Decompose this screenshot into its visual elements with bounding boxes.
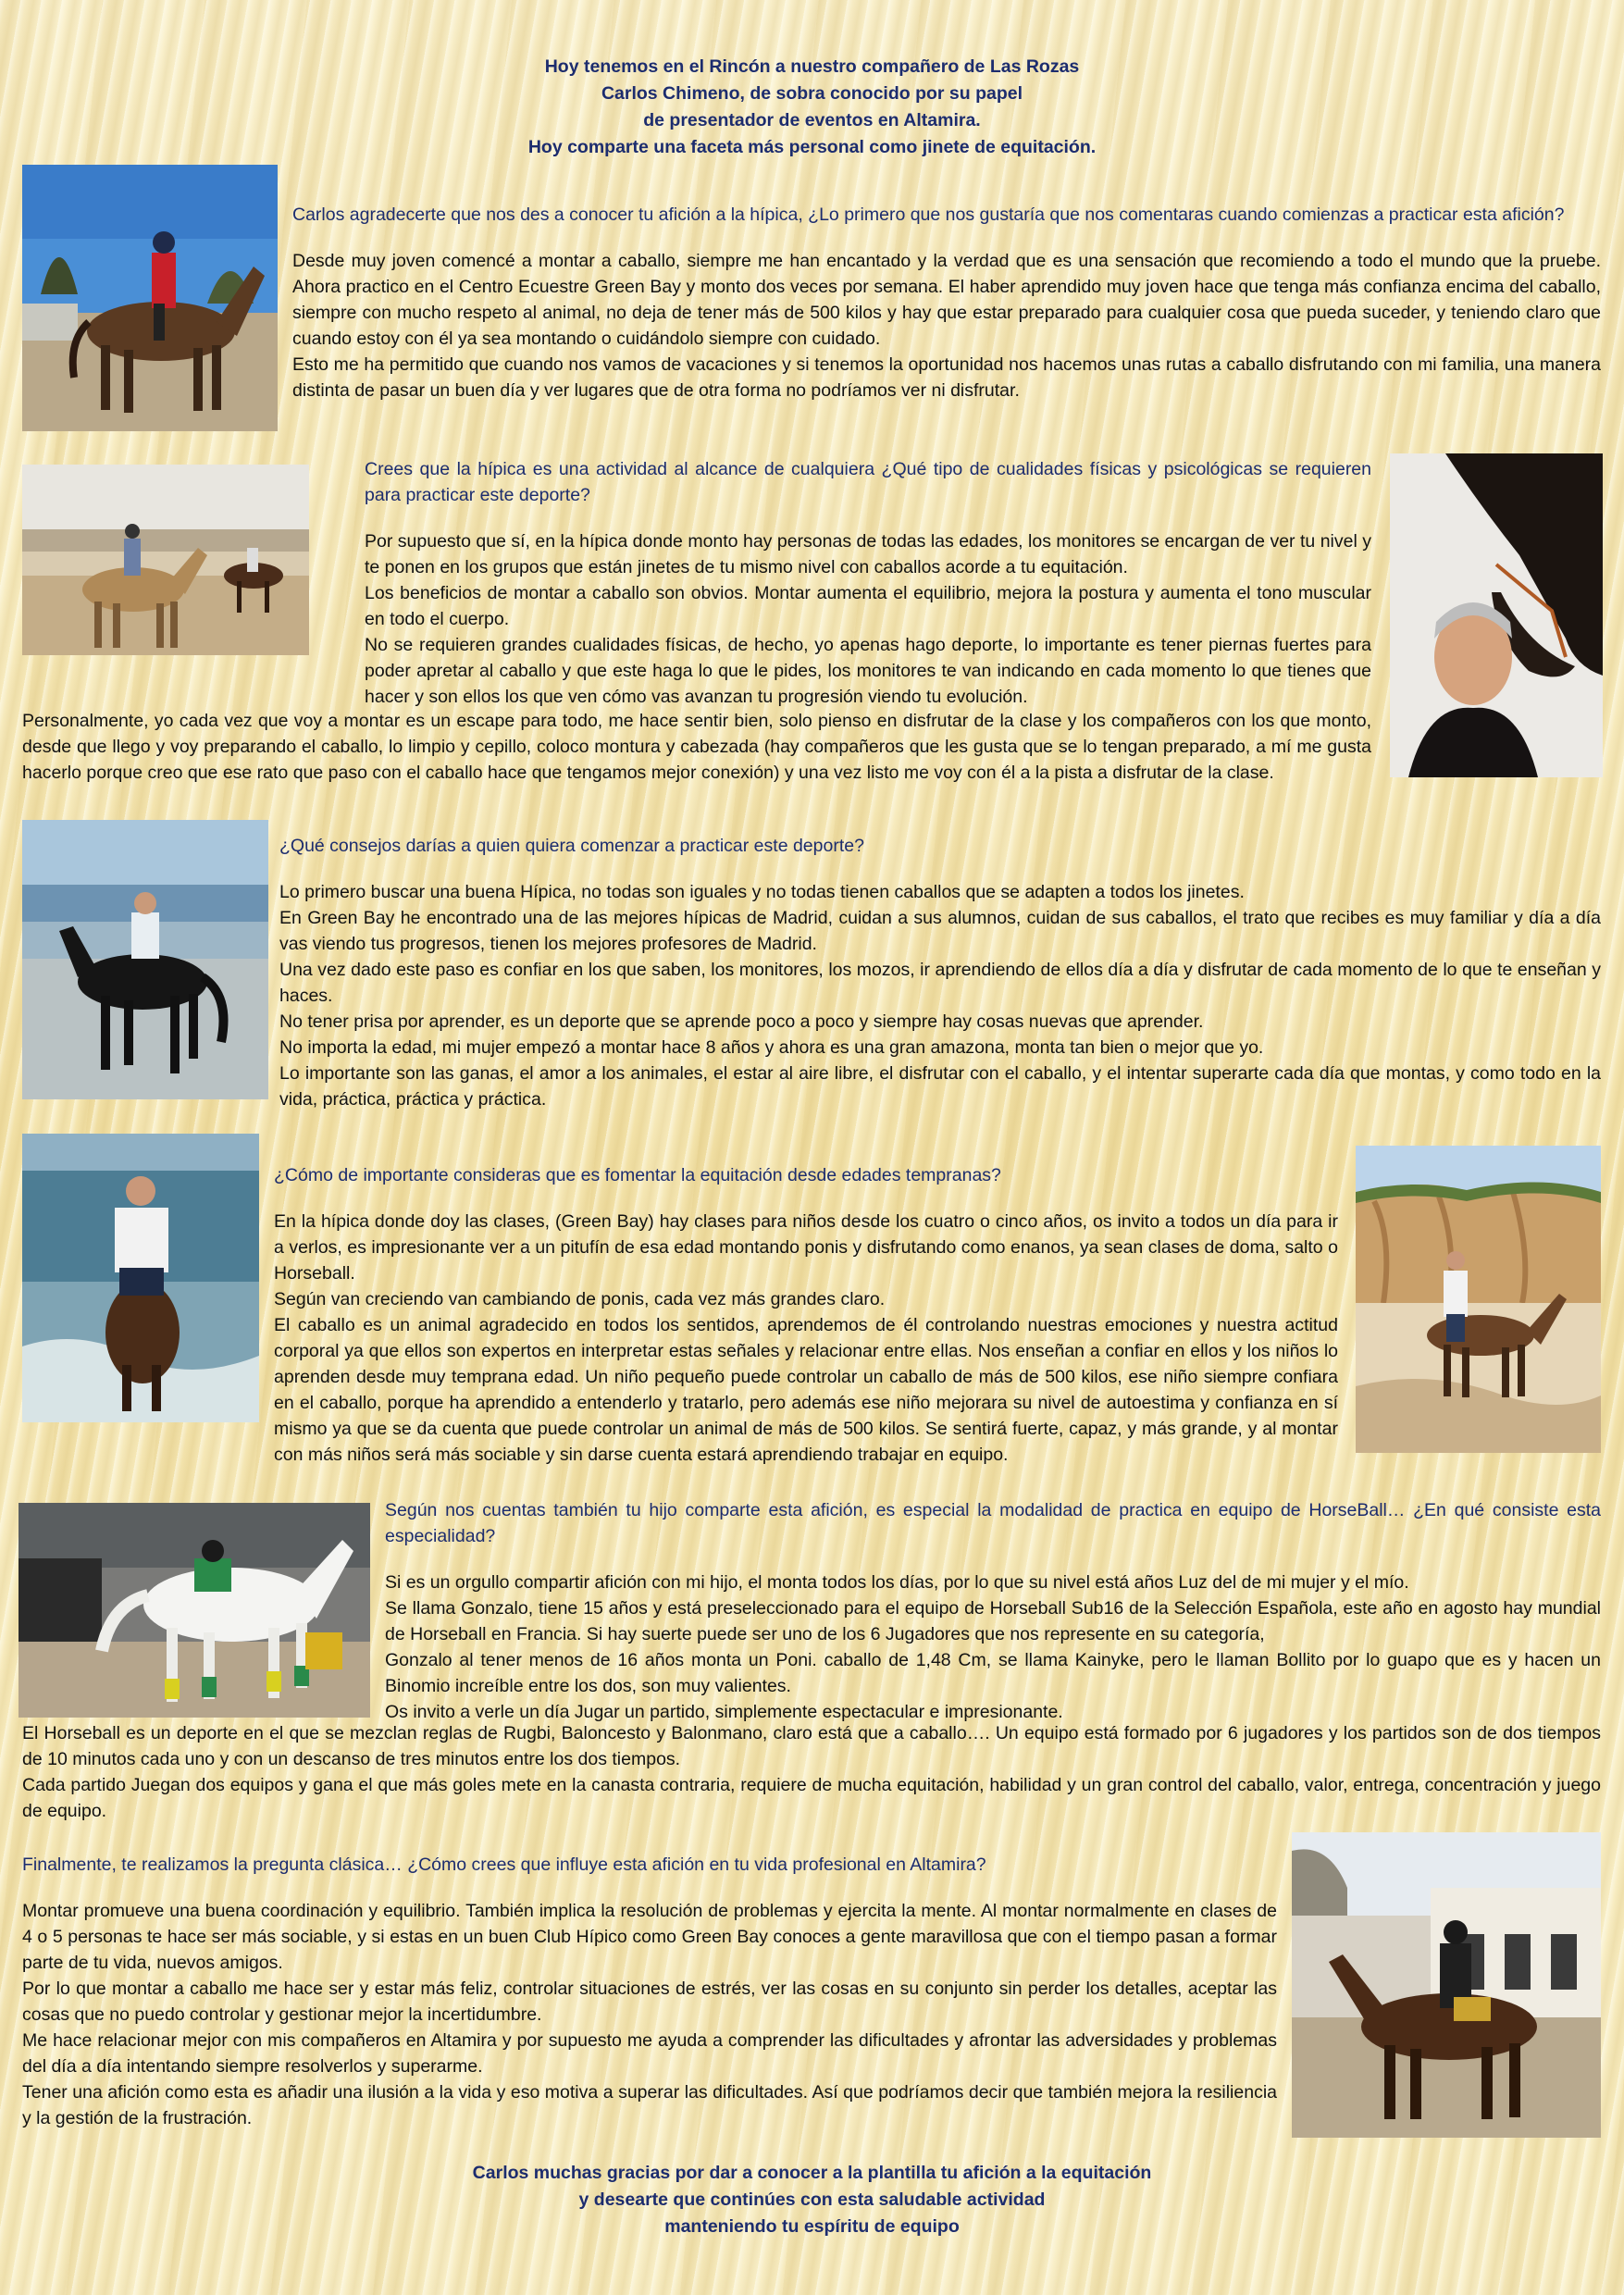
photo-horseball-action (19, 1503, 370, 1718)
answer-5-p3: Gonzalo al tener menos de 16 años monta un Poni. caballo de 1,48 Cm, se llama Kainyke, pero le llaman Bollito por lo guapo que es y hacen un Binomio increíble entre los dos, son muy valientes. (385, 1650, 1601, 1696)
answer-1-p2: Esto me ha permitido que cuando nos vamos de vacaciones y si tenemos la oportunidad nos hacemos unas rutas a caballo disfrutando con mi familia, una manera distinta de pasar un buen día y ver lugares que de otra forma no podríamos ver ni disfrutar. (292, 354, 1601, 401)
intro-line: Hoy comparte una faceta más personal como jinete de equitación. (527, 137, 1097, 157)
question-4: ¿Cómo de importante consideras que es fomentar la equitación desde edades tempranas? (274, 1165, 1001, 1185)
question-1: Carlos agradecerte que nos des a conocer tu afición a la hípica, ¿Lo primero que nos gustaría que nos comentaras cuando comienzas a practicar esta afición? (292, 205, 1565, 225)
section-6 (22, 1852, 1277, 2131)
answer-6-p3: Me hace relacionar mejor con mis compañeros en Altamira y por supuesto me ayuda a comprender las dificultades y afrontar las adversidades y problemas del día a día intentando siempre resolverlos y superarme. (22, 2030, 1277, 2077)
answer-3-p2: En Green Bay he encontrado una de las mejores hípicas de Madrid, cuidan a sus alumnos, cuidan de sus caballos, el trato que recibes es muy familiar y día a día vas viendo tus progresos, tienen los mejores profesores de Madrid. (279, 908, 1601, 954)
closing-message (278, 2160, 1346, 2240)
answer-4-p1: En la hípica donde doy las clases, (Green Bay) hay clases para niños desde los cuatro o cinco años, os invito a todos un día para ir a verlos, es impresionante ver a un pitufín de esa edad montando ponis y disfrutando como enanos, ya sean clases de doma, salto o Horseball. (274, 1211, 1338, 1284)
section-1 (292, 202, 1601, 403)
answer-5-p1: Si es un orgullo compartir afición con mi hijo, el monta todos los días, por lo que su nivel está años Luz del de mi mujer y el mío. (385, 1572, 1409, 1593)
answer-5-p5: El Horseball es un deporte en el que se mezclan reglas de Rugbi, Baloncesto y Balonmano, claro está que a caballo…. Un equipo está formado por 6 jugadores y los partidos son de dos tiempos de 10 minutos cada uno y con un descanso de tres minutos entre los dos tiempos. (22, 1723, 1601, 1769)
answer-5-p6: Cada partido Juegan dos equipos y gana el que más goles mete en la canasta contraria, requiere de mucha equitación, habilidad y un gran control del caballo, valor, entrega, concentración y juego de equipo. (22, 1775, 1601, 1821)
answer-6-p4: Tener una afición como esta es añadir una ilusión a la vida y eso motiva a superar las dificultades. Así que podríamos decir que también mejora la resiliencia y la gestión de la frustración. (22, 2082, 1277, 2128)
answer-3-p1: Lo primero buscar una buena Hípica, no todas son iguales y no todas tienen caballos que se adapten a todos los jinetes. (279, 882, 1245, 902)
answer-3-p4: No tener prisa por aprender, es un deporte que se aprende poco a poco y siempre hay cosas nuevas que aprender. (279, 1011, 1204, 1032)
photo-beach-cliffs (1356, 1146, 1601, 1453)
photo-man-with-horse (1390, 453, 1603, 777)
answer-6-p2: Por lo que montar a caballo me hace ser y estar más feliz, controlar situaciones de estrés, ver las cosas en su conjunto sin perder los detalles, aceptar las cosas que no puedo controlar y gestionar mejor la incertidumbre. (22, 1979, 1277, 2025)
answer-3-p5: No importa la edad, mi mujer empezó a montar hace 8 años y ahora es una gran amazona, monta tan bien o mejor que yo. (279, 1037, 1264, 1058)
answer-3-p6: Lo importante son las ganas, el amor a los animales, el estar al aire libre, el disfrutar con el caballo, y el intentar superarte cada día que montas, y como todo en la vida, práctica, práctica y práctica. (279, 1063, 1601, 1110)
closing-line: Carlos muchas gracias por dar a conocer a la plantilla tu afición a la equitación (472, 2163, 1152, 2183)
question-3: ¿Qué consejos darías a quien quiera comenzar a practicar este deporte? (279, 836, 864, 856)
question-2: Crees que la hípica es una actividad al alcance de cualquiera ¿Qué tipo de cualidades físicas y psicológicas se requieren para practicar este deporte? (365, 459, 1371, 505)
intro-line: Carlos Chimeno, de sobra conocido por su papel (601, 83, 1023, 104)
section-5-upper (385, 1497, 1601, 1725)
intro-heading (278, 54, 1346, 161)
photo-riding-arena (22, 465, 309, 655)
question-5: Según nos cuentas también tu hijo comparte esta afición, es especial la modalidad de practica en equipo de HorseBall… ¿En qué consiste esta especialidad? (385, 1500, 1601, 1546)
answer-1-p1: Desde muy joven comencé a montar a caballo, siempre me han encantado y la verdad que es una sensación que recomiendo a todo el mundo que la pruebe. Ahora practico en el Centro Ecuestre Green Bay y monto dos veces por semana. El haber aprendido muy joven hace que tenga más confianza encima del caballo, siempre con mucho respeto al animal, no deja de tener más de 500 kilos y hay que estar preparado para cualquier cosa que pueda suceder, y teniendo claro que cuando estoy con él ya sea montando o cuidándolo siempre con cuidado. (292, 251, 1601, 349)
closing-line: y desearte que continúes con esta saludable actividad (578, 2190, 1046, 2210)
answer-3-p3: Una vez dado este paso es confiar en los que saben, los monitores, los mozos, ir aprendiendo de ellos día a día y disfrutar de cada momento de lo que te enseñan y haces. (279, 960, 1601, 1006)
answer-5-p4: Os invito a verle un día Jugar un partido, simplemente espectacular e impresionante. (385, 1702, 1063, 1722)
intro-line: Hoy tenemos en el Rincón a nuestro compañero de Las Rozas (544, 56, 1080, 77)
section-2-upper (365, 456, 1371, 710)
answer-2-p4: Personalmente, yo cada vez que voy a montar es un escape para todo, me hace sentir bien, solo pienso en disfrutar de la clase y los compañeros con los que monto, desde que llego y voy preparando el caballo, lo limpio y cepillo, coloco montura y cabezada (hay compañeros que les gusta que se lo tengan preparado, a mí me gusta hacerlo porque creo que ese rato que paso con el caballo hace que tengamos mejor conexión) y una vez listo me voy con él a la pista a disfrutar de la clase. (22, 711, 1371, 783)
intro-line: de presentador de eventos en Altamira. (643, 110, 981, 130)
answer-4-p3: El caballo es un animal agradecido en todos los sentidos, aprendemos de él controlando nuestras emociones y nuestra actitud corporal ya que ellos son expertos en interpretar estas señales y relacionar entre ellas. Nos enseñan a confiar en ellos y los niños lo aprenden desde muy temprana edad. Un niño pequeño puede controlar un caballo de más de 500 kilos, ese niño siempre confiara en el caballo, porque ha aprendido a entenderlo y tratarlo, pero además ese niño mejorara su nivel de autoestima y confianza en sí mismo ya que se da cuenta que puede controlar un animal de más de 500 kilos. Se sentirá fuerte, capaz, y más grande, y al montar con más niños será más sociable y sin darse cuenta estará aprendiendo trabajar en equipo. (274, 1315, 1338, 1465)
answer-5-p2: Se llama Gonzalo, tiene 15 años y está preseleccionado para el equipo de Horseball Sub16 de la Selección Española, este año en agosto hay mundial de Horseball en Francia. Si hay suerte puede ser uno de los 6 Jugadores que nos represente en su categoría, (385, 1598, 1601, 1644)
photo-beach-horse (22, 820, 268, 1099)
answer-2-p3: No se requieren grandes cualidades físicas, de hecho, yo apenas hago deporte, lo importante es tener piernas fuertes para poder apretar al caballo y que este haga lo que le pides, los monitores te van indicando en cada momento lo que tienes que hacer y son ellos los que ven cómo vas avanzan tu progresión viendo tu evolución. (365, 635, 1371, 707)
photo-rider-stable (1292, 1832, 1601, 2138)
question-6: Finalmente, te realizamos la pregunta clásica… ¿Cómo crees que influye esta afición en tu vida profesional en Altamira? (22, 1855, 986, 1875)
photo-rider-surf (22, 1134, 259, 1422)
section-4-upper (274, 1162, 1338, 1468)
answer-2-p2: Los beneficios de montar a caballo son obvios. Montar aumenta el equilibrio, mejora la postura y aumenta el tono muscular en todo el cuerpo. (365, 583, 1371, 629)
answer-2-p1: Por supuesto que sí, en la hípica donde monto hay personas de todas las edades, los monitores se encargan de ver tu nivel y te ponen en los grupos que están jinetes de tu mismo nivel con caballos acorde a tu equitación. (365, 531, 1371, 577)
answer-4-p2: Según van creciendo van cambiando de ponis, cada vez más grandes claro. (274, 1289, 886, 1309)
closing-line: manteniendo tu espíritu de equipo (664, 2216, 960, 2237)
section-5-lower (22, 1720, 1601, 1824)
section-2-lower (22, 708, 1371, 786)
answer-6-p1: Montar promueve una buena coordinación y equilibrio. También implica la resolución de problemas y ejercita la mente. Al montar normalmente en clases de 4 o 5 personas te hace ser más sociable, y si estas en un buen Club Hípico como Green Bay conoces a gente maravillosa que con el tiempo pasan a formar parte de tu vida, nuevos amigos. (22, 1901, 1277, 1973)
section-3 (279, 833, 1601, 1112)
photo-rider-outdoor (22, 165, 278, 431)
